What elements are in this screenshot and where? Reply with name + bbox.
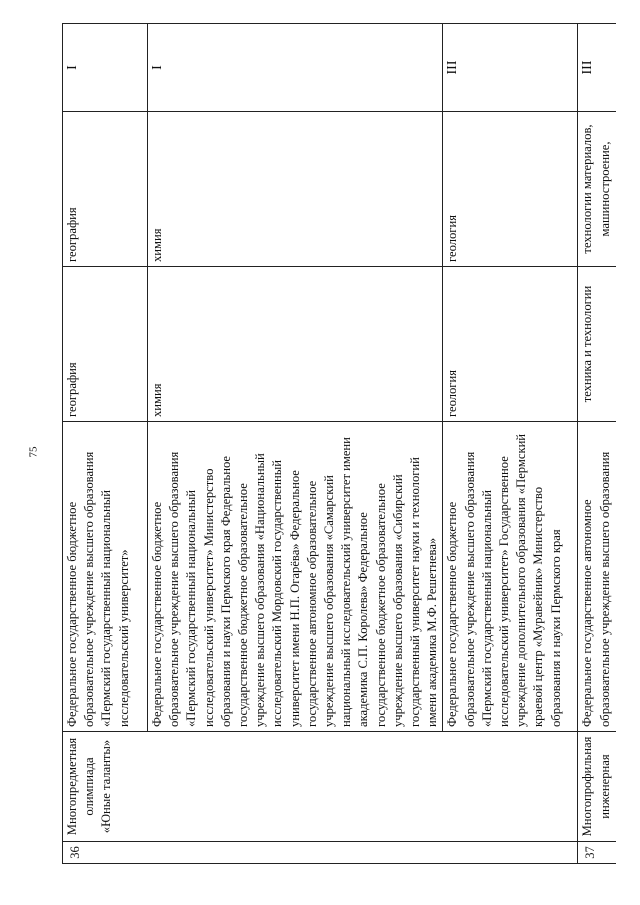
level-cell: III (443, 24, 578, 112)
subject-cell: технологии материалов, машиностроение, (578, 112, 616, 267)
profile-cell: химия (148, 267, 443, 422)
level-cell: I (148, 24, 443, 112)
table-row (63, 24, 148, 864)
olympiad-name: Многопрофильная инженерная (578, 732, 616, 842)
profile-cell: геология (443, 267, 578, 422)
table-row (578, 24, 616, 864)
organizers-cell: Федеральное государственное автономное образовательное учреждение высшего образования (578, 422, 616, 732)
organizers-cell: Федеральное государственное бюджетное образовательное учреждение высшего образования «Пермский государственный национальный исследовательский университет» (63, 422, 148, 732)
page-number: 75 (27, 446, 40, 458)
rotated-table-container (62, 24, 640, 864)
organizers-cell: Федеральное государственное бюджетное образовательное учреждение высшего образования «Пермский государственный национальный исследовательский университет» Государственное учреждение дополнительного образования «Пермский краевой центр «Муравейник» Министерство образования и науки Пермского края (443, 422, 578, 732)
olympiad-name: Многопредметная олимпиада «Юные таланты» (63, 732, 578, 842)
row-number: 37 (578, 842, 616, 864)
profile-cell: география (63, 267, 148, 422)
profile-cell: техника и технологии (578, 267, 616, 422)
subject-cell: геология (443, 112, 578, 267)
subject-cell: химия (148, 112, 443, 267)
organizers-cell: Федеральное государственное бюджетное образовательное учреждение высшего образования «Пермский государственный национальный исследовательский университет» Министерство образования и науки Пермского края Федеральное государственное бюджетное образовательное учреждение высшего образования «Национальный исследовательский Мордовский государственный университет имени Н.П. Огарёва» Федеральное государственное автономное образовательное учреждение высшего образования «Самарский национальный исследовательский университет имени академика С.П. Королева» Федеральное государственное бюджетное образовательное учреждение высшего образования «Сибирский государственный университет науки и технологий имени академика М.Ф. Решетнева» (148, 422, 443, 732)
level-cell: III (578, 24, 616, 112)
row-number: 36 (63, 842, 578, 864)
level-cell: I (63, 24, 148, 112)
olympiad-table (62, 23, 616, 864)
subject-cell: география (63, 112, 148, 267)
